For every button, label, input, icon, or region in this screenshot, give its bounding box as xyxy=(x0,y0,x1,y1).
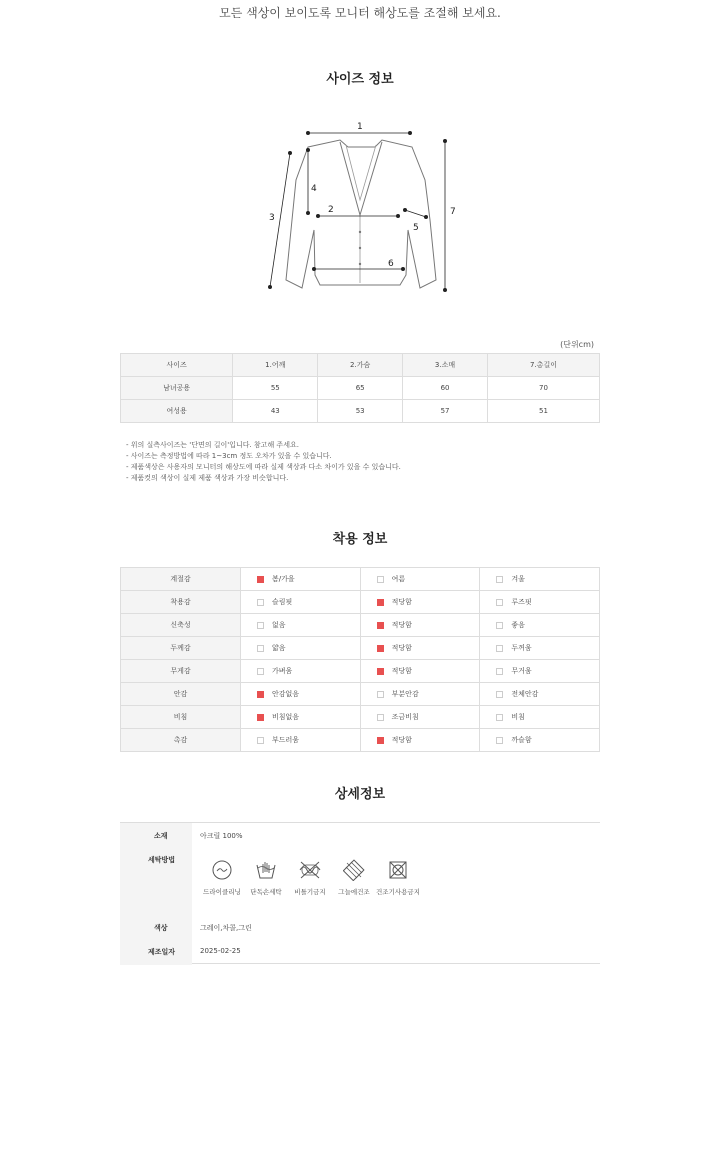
wear-option-label: 적당함 xyxy=(391,736,412,744)
detail-label: 세탁방법 xyxy=(120,855,192,865)
size-header-cell: 2.가슴 xyxy=(318,354,403,377)
table-row xyxy=(121,683,600,706)
care-item xyxy=(244,859,288,896)
wear-option-label: 얇음 xyxy=(272,644,286,652)
wear-option xyxy=(241,729,361,752)
wear-option xyxy=(241,568,361,591)
unchecked-box-icon xyxy=(377,691,384,698)
checked-box-icon xyxy=(377,622,384,629)
wear-option-label: 적당함 xyxy=(391,644,412,652)
wear-option-label: 가벼움 xyxy=(272,667,293,675)
diagram-label-6: 6 xyxy=(388,259,394,269)
diagram-label-4: 4 xyxy=(311,184,317,194)
wear-option-label: 비침 xyxy=(511,713,525,721)
care-label: 드라이클리닝 xyxy=(203,888,241,896)
wear-row-label: 안감 xyxy=(121,683,241,706)
date-value: 2025-02-25 xyxy=(200,947,241,955)
wear-option xyxy=(480,637,600,660)
unchecked-box-icon xyxy=(496,622,503,629)
size-header-cell: 1.어깨 xyxy=(233,354,318,377)
wear-option-label: 부분안감 xyxy=(391,690,419,698)
wear-option xyxy=(480,568,600,591)
wear-row-label: 촉감 xyxy=(121,729,241,752)
care-label: 단독손세탁 xyxy=(250,888,282,896)
wear-option xyxy=(360,729,480,752)
table-row xyxy=(121,377,600,400)
detail-label: 제조일자 xyxy=(120,947,192,957)
wear-option xyxy=(480,729,600,752)
wear-option xyxy=(241,660,361,683)
unchecked-box-icon xyxy=(257,737,264,744)
wear-option-label: 전체안감 xyxy=(511,690,539,698)
material-value: 아크릴 100% xyxy=(200,832,243,840)
wear-option xyxy=(480,660,600,683)
wear-option xyxy=(360,591,480,614)
hand-wash-icon xyxy=(255,859,277,881)
care-label: 그늘에건조 xyxy=(338,888,370,896)
size-cell: 57 xyxy=(403,400,488,423)
wear-option xyxy=(360,706,480,729)
wear-option xyxy=(241,683,361,706)
diagram-label-5: 5 xyxy=(413,223,419,233)
wear-option-label: 안감없음 xyxy=(272,690,300,698)
checked-box-icon xyxy=(377,737,384,744)
care-item xyxy=(376,859,420,896)
wear-option xyxy=(360,614,480,637)
no-tumble-dry-icon xyxy=(387,859,409,881)
unchecked-box-icon xyxy=(496,645,503,652)
diagram-label-3: 3 xyxy=(269,213,275,223)
unchecked-box-icon xyxy=(257,668,264,675)
detail-section-title: 상세정보 xyxy=(334,787,386,802)
size-cell: 51 xyxy=(487,400,599,423)
wear-option-label: 슬림핏 xyxy=(272,598,293,606)
wear-row-label: 계절감 xyxy=(121,568,241,591)
unchecked-box-icon xyxy=(496,691,503,698)
unchecked-box-icon xyxy=(377,576,384,583)
size-header-cell: 사이즈 xyxy=(121,354,233,377)
wear-row-label: 무게감 xyxy=(121,660,241,683)
unit-label: (단위cm) xyxy=(560,340,594,349)
note-line: - 위의 실측사이즈는 '단면의 길이'입니다. 참고해 주세요. xyxy=(126,441,299,449)
wear-option-label: 두꺼움 xyxy=(511,644,532,652)
diagram-label-1: 1 xyxy=(357,122,363,132)
size-section-title: 사이즈 정보 xyxy=(326,72,394,87)
unchecked-box-icon xyxy=(377,714,384,721)
no-wring-icon xyxy=(298,859,322,881)
unchecked-box-icon xyxy=(496,576,503,583)
cardigan-diagram xyxy=(260,120,460,300)
unchecked-box-icon xyxy=(496,714,503,721)
detail-label: 색상 xyxy=(120,923,192,933)
checked-box-icon xyxy=(257,576,264,583)
unchecked-box-icon xyxy=(257,622,264,629)
table-row xyxy=(121,660,600,683)
size-header-cell: 7.총길이 xyxy=(487,354,599,377)
wear-option xyxy=(241,591,361,614)
wear-option-label: 무거움 xyxy=(511,667,532,675)
wear-row-label: 착용감 xyxy=(121,591,241,614)
wear-option-label: 적당함 xyxy=(391,621,412,629)
unchecked-box-icon xyxy=(496,668,503,675)
wear-row-label: 비침 xyxy=(121,706,241,729)
detail-label-column xyxy=(120,823,192,965)
size-table xyxy=(120,353,600,423)
checked-box-icon xyxy=(377,668,384,675)
unchecked-box-icon xyxy=(496,737,503,744)
care-item xyxy=(288,859,332,896)
dry-clean-icon xyxy=(211,859,233,881)
detail-label: 소재 xyxy=(120,831,192,841)
wear-option xyxy=(360,683,480,706)
wear-option-label: 적당함 xyxy=(391,598,412,606)
table-row xyxy=(121,637,600,660)
table-row xyxy=(121,706,600,729)
wear-option xyxy=(480,591,600,614)
size-cell: 65 xyxy=(318,377,403,400)
size-cell: 43 xyxy=(233,400,318,423)
care-icons xyxy=(200,859,420,896)
note-line: - 사이즈는 측정방법에 따라 1~3cm 정도 오차가 있을 수 있습니다. xyxy=(126,452,332,460)
wear-option xyxy=(360,568,480,591)
wear-option-label: 조금비침 xyxy=(391,713,419,721)
diagram-label-2: 2 xyxy=(328,205,334,215)
wear-option xyxy=(241,614,361,637)
wear-option-label: 겨울 xyxy=(511,575,525,583)
wear-option xyxy=(360,637,480,660)
monitor-notice: 모든 색상이 보이도록 모니터 해상도를 조절해 보세요. xyxy=(219,6,501,20)
wear-option-label: 여름 xyxy=(391,575,406,583)
care-label: 건조기사용금지 xyxy=(376,888,420,896)
size-row-label: 남녀공용 xyxy=(121,377,233,400)
color-value: 그레이,차콜,그린 xyxy=(200,924,252,932)
diagram-label-7: 7 xyxy=(450,207,456,217)
wear-option-label: 까슬함 xyxy=(511,736,532,744)
table-row xyxy=(121,568,600,591)
table-row xyxy=(121,591,600,614)
wear-option-label: 비침없음 xyxy=(272,713,300,721)
note-line: - 제품컷의 색상이 실제 제품 색상과 가장 비슷합니다. xyxy=(126,474,289,482)
care-item xyxy=(332,859,376,896)
wear-row-label: 신축성 xyxy=(121,614,241,637)
wear-option-label: 부드러움 xyxy=(272,736,300,744)
table-row xyxy=(121,729,600,752)
note-line: - 제품색상은 사용자의 모니터의 해상도에 따라 실제 색상과 다소 차이가 있을 수 있습니다. xyxy=(126,463,401,471)
wear-option xyxy=(241,637,361,660)
size-cell: 55 xyxy=(233,377,318,400)
wear-option-label: 좋음 xyxy=(511,621,525,629)
size-header-cell: 3.소매 xyxy=(403,354,488,377)
size-cell: 53 xyxy=(318,400,403,423)
wear-option-label: 루즈핏 xyxy=(511,598,532,606)
size-cell: 70 xyxy=(487,377,599,400)
wear-option xyxy=(241,706,361,729)
wear-table xyxy=(120,567,600,752)
size-notes xyxy=(126,440,401,484)
checked-box-icon xyxy=(257,714,264,721)
care-item xyxy=(200,859,244,896)
size-cell: 60 xyxy=(403,377,488,400)
wear-option-label: 적당함 xyxy=(391,667,412,675)
checked-box-icon xyxy=(377,599,384,606)
wear-option xyxy=(360,660,480,683)
shade-dry-icon xyxy=(343,859,365,881)
wear-option-label: 없음 xyxy=(272,621,286,629)
wear-row-label: 두께감 xyxy=(121,637,241,660)
size-table-header xyxy=(121,354,600,377)
wear-section-title: 착용 정보 xyxy=(332,532,388,547)
wear-option-label: 봄/가을 xyxy=(272,575,295,583)
care-label: 비틀기금지 xyxy=(294,888,326,896)
unchecked-box-icon xyxy=(257,599,264,606)
unchecked-box-icon xyxy=(257,645,264,652)
wear-option xyxy=(480,614,600,637)
checked-box-icon xyxy=(257,691,264,698)
detail-table xyxy=(120,822,600,964)
checked-box-icon xyxy=(377,645,384,652)
size-row-label: 여성용 xyxy=(121,400,233,423)
unchecked-box-icon xyxy=(496,599,503,606)
table-row xyxy=(121,400,600,423)
table-row xyxy=(121,614,600,637)
wear-option xyxy=(480,706,600,729)
wear-option xyxy=(480,683,600,706)
